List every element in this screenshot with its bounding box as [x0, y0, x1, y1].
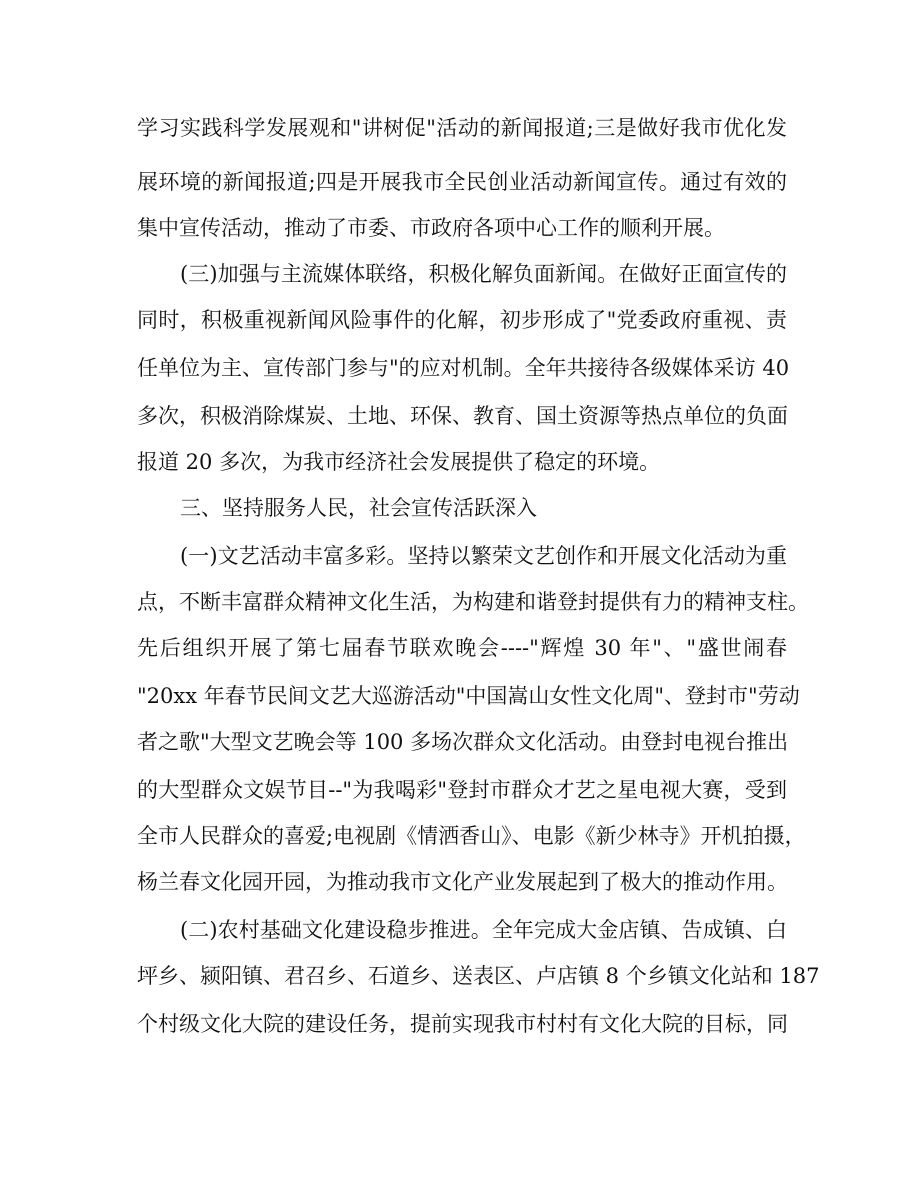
text-line: 先后组织开展了第七届春节联欢晚会----"辉煌 30 年"、"盛世闹春: [137, 636, 787, 660]
text-line: 全市人民群众的喜爱;电视剧《情洒香山》、电影《新少林寺》开机拍摄，: [137, 824, 806, 848]
text-line: 多次，积极消除煤炭、土地、环保、教育、国土资源等热点单位的负面: [137, 404, 788, 428]
text-line: 坪乡、颍阳镇、君召乡、石道乡、送表区、卢店镇 8 个乡镇文化站和 187: [137, 964, 820, 988]
text-line: 点，不断丰富群众精神文化生活，为构建和谐登封提供有力的精神支柱。: [137, 590, 809, 614]
text-line: 者之歌"大型文艺晚会等 100 多场次群众文化活动。由登封电视台推出: [137, 730, 789, 754]
text-line: 学习实践科学发展观和"讲树促"活动的新闻报道;三是做好我市优化发: [137, 116, 787, 140]
text-line: 杨兰春文化园开园，为推动我市文化产业发展起到了极大的推动作用。: [137, 870, 788, 894]
text-line: 报道 20 多次，为我市经济社会发展提供了稳定的环境。: [137, 450, 661, 474]
paragraph-start-line: (二)农村基础文化建设稳步推进。全年完成大金店镇、告成镇、白: [180, 918, 787, 942]
section-heading: 三、坚持服务人民，社会宣传活跃深入: [180, 496, 537, 520]
text-line: 集中宣传活动，推动了市委、市政府各项中心工作的顺利开展。: [137, 216, 725, 240]
text-line: "20xx 年春节民间文艺大巡游活动"中国嵩山女性文化周"、登封市"劳动: [137, 684, 800, 708]
text-line: 任单位为主、宣传部门参与"的应对机制。全年共接待各级媒体采访 40: [137, 356, 790, 380]
text-line: 展环境的新闻报道;四是开展我市全民创业活动新闻宣传。通过有效的: [137, 170, 787, 194]
text-line: 的大型群众文娱节目--"为我喝彩"登封市群众才艺之星电视大赛，受到: [137, 778, 787, 802]
paragraph-start-line: (一)文艺活动丰富多彩。坚持以繁荣文艺创作和开展文化活动为重: [180, 544, 787, 568]
text-line: 个村级文化大院的建设任务，提前实现我市村村有文化大院的目标，同: [137, 1012, 788, 1036]
paragraph-start-line: (三)加强与主流媒体联络，积极化解负面新闻。在做好正面宣传的: [180, 262, 787, 286]
text-line: 同时，积极重视新闻风险事件的化解，初步形成了"党委政府重视、责: [137, 308, 787, 332]
